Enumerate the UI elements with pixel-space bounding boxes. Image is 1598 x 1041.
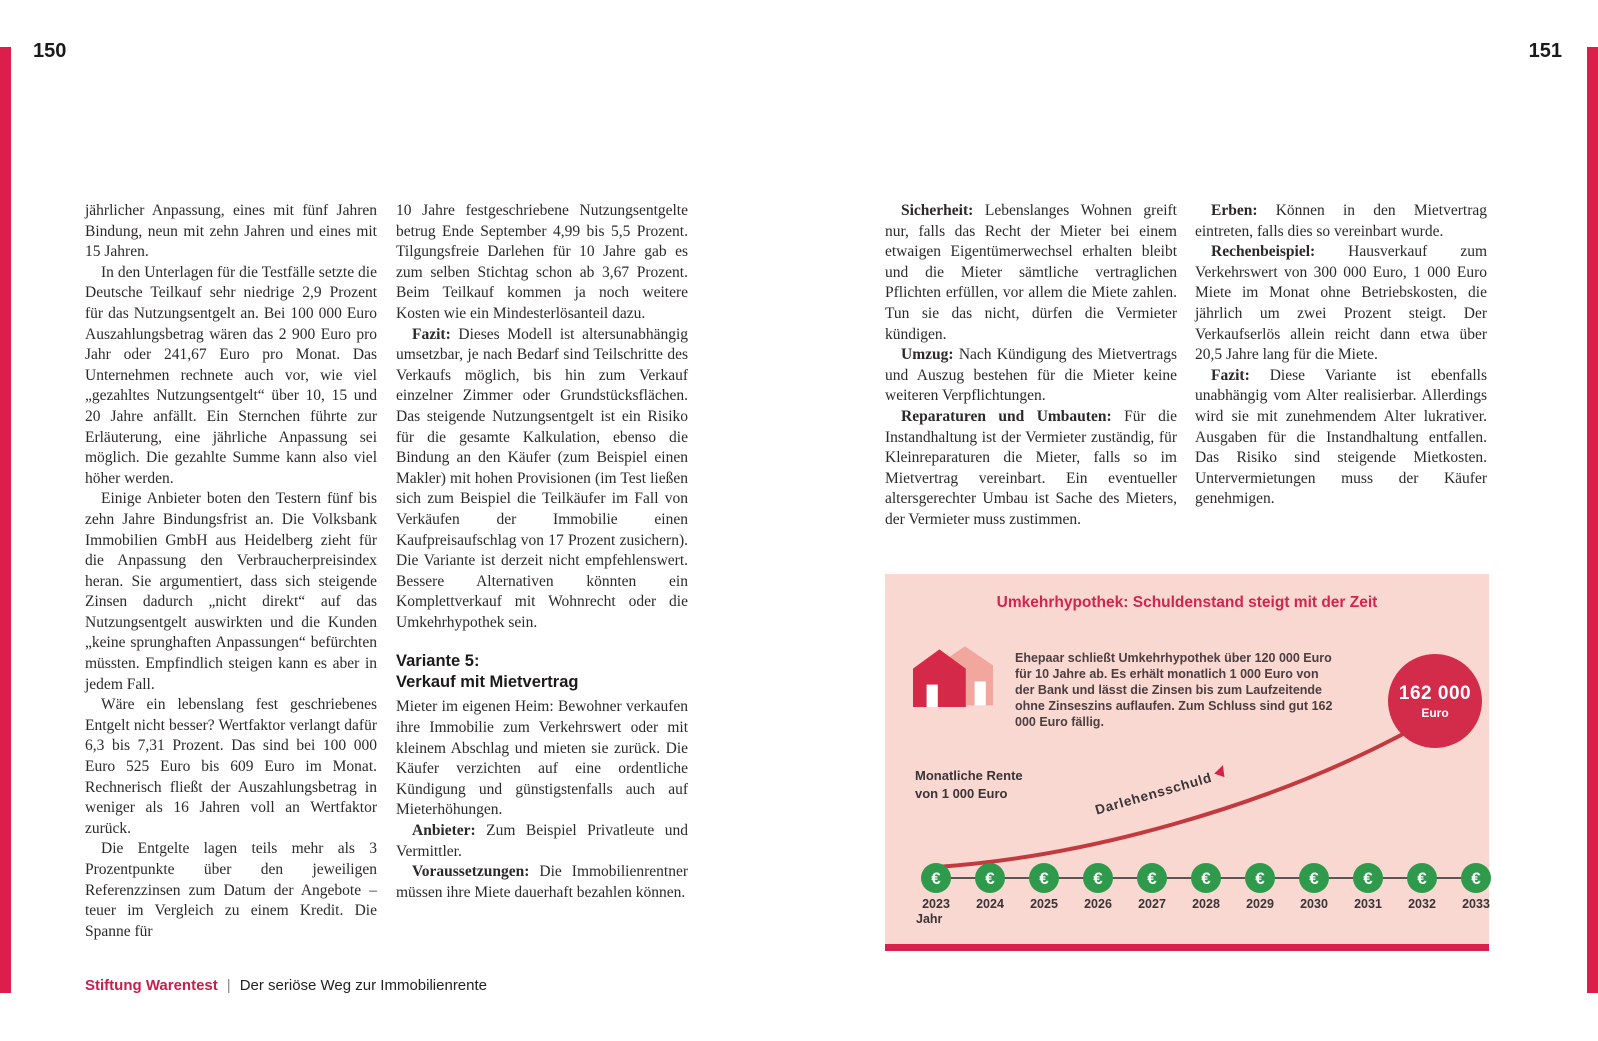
x-axis-label: Jahr (916, 912, 943, 926)
year-label: 2027 (1138, 897, 1166, 911)
final-debt-balloon (1388, 654, 1482, 748)
euro-coin-icon: € (1461, 863, 1491, 893)
euro-coin-icon: € (1083, 863, 1113, 893)
footer-separator: | (226, 977, 231, 994)
right-page-column-2 (1195, 201, 1487, 510)
year-label: 2028 (1192, 897, 1220, 911)
euro-coin-icon: € (1029, 863, 1059, 893)
curve-label (1093, 762, 1229, 818)
paragraph: Die Entgelte lagen teils mehr als 3 Prozentpunkte über den jeweiligen Referenzzinsen zum Datum der Angebote – teuer im Vergleich zu einem Kredit. Die Spanne für (85, 840, 377, 940)
year-label: 2031 (1354, 897, 1382, 911)
page-number-right: 151 (1528, 40, 1562, 62)
paragraph: Erben: Können in den Mietvertrag eintreten, falls dies so vereinbart wurde. (1195, 202, 1487, 240)
monthly-pension-label (915, 767, 1023, 803)
paragraph: In den Unterlagen für die Testfälle setzte die Deutsche Teilkauf sehr niedrige 2,9 Prozent für das Nutzungsentgelt an. Bei 100 000 Euro Auszahlungsbetrag wären das 2 900 Euro pro Jahr oder 241,67 Euro pro Monat. Das Unternehmen rechnete auch vor, wie viel „gezahltes Nutzungsentgelt“ über 10, 15 und 20 Jahre anfällt. Ein Sternchen führte zur Erläuterung, eine jährliche Anpassung sei möglich. Die gezahlte Summe kann also viel höher werden. (85, 263, 377, 487)
heading-line-2: Verkauf mit Mietvertrag (396, 673, 579, 692)
heading-line-1: Variante 5: (396, 652, 480, 671)
footer-brand: Stiftung Warentest (85, 977, 218, 994)
timeline-year-item (1407, 863, 1437, 911)
year-label: 2024 (976, 897, 1004, 911)
page-number-left: 150 (33, 40, 67, 62)
year-label: 2026 (1084, 897, 1112, 911)
house-icon (909, 638, 997, 716)
euro-coin-icon: € (921, 863, 951, 893)
timeline-year-item (1083, 863, 1113, 911)
timeline-year-item (1461, 863, 1491, 911)
section-heading-variante-5 (396, 651, 688, 693)
curve-label-text: Darlehensschuld (1093, 769, 1214, 818)
timeline-year-item (1245, 863, 1275, 911)
paragraph: Reparaturen und Umbauten: Für die Instandhaltung ist der Vermieter zuständig, für Kleinreparaturen die Mieter, falls so im Mietvertrag vereinbart. Ein eventueller altersgerechter Umbau ist Sache des Mieters, der Vermieter muss zustimmen. (885, 407, 1177, 528)
final-debt-value: 162 000 (1398, 682, 1472, 704)
timeline-year-item (1353, 863, 1383, 911)
left-page-column-1 (85, 201, 377, 942)
euro-coin-icon: € (1353, 863, 1383, 893)
monthly-pension-line-1: Monatliche Rente (915, 768, 1023, 783)
euro-coin-icon: € (1245, 863, 1275, 893)
paragraph: Anbieter: Zum Beispiel Privatleute und Vermittler. (396, 822, 688, 860)
year-label: 2025 (1030, 897, 1058, 911)
right-edge-accent-bar (1587, 47, 1598, 993)
euro-coin-icon: € (1191, 863, 1221, 893)
paragraph: Wäre ein lebenslang fest geschriebenes Entgelt nicht besser? Wertfaktor verlangt dafür 6,3 bis 7,31 Prozent. Das sind bei 100 000 Euro 525 Euro bis 609 Euro im Monat. Rechnerisch fließt der Auszahlungsbetrag in weniger als 16 Jahren voll an Wertfaktor zurück. (85, 696, 377, 837)
footer-book-title: Der seriöse Weg zur Immobilienrente (239, 977, 488, 994)
timeline-year-item (1137, 863, 1167, 911)
right-page-column-1 (885, 201, 1177, 531)
paragraph: Einige Anbieter boten den Testern fünf bis zehn Jahre Bindungsfrist an. Die Volksbank Immobilien GmbH aus Heidelberg zieht für die Anpassung den Verbraucherpreisindex heran. Sie argumentiert, dass sich steigende Zinsen dadurch „nicht direkt“ auf das Nutzungsentgelt auswirkten und die Kunden „keine sprunghaften Anpassungen“ befürchten müssten. Empfindlich steigen kann es aber in jedem Fall. (85, 490, 377, 693)
paragraph: Fazit: Diese Variante ist ebenfalls unabhängig vom Alter realisierbar. Allerdings wird sie mit zunehmendem Alter lukrativer. Ausgaben für die Instandhaltung entfallen. Das Risiko sind steigende Mietkosten. Untervermietungen muss der Käufer genehmigen. (1195, 366, 1487, 508)
timeline-year-item (1299, 863, 1329, 911)
paragraph: Umzug: Nach Kündigung des Mietvertrags und Auszug bestehen für die Mieter keine weiteren Verpflichtungen. (885, 346, 1177, 405)
curve-arrow-icon: ▶ (1211, 762, 1229, 778)
paragraph: Voraussetzungen: Die Immobilienrentner müssen ihre Miete dauerhaft bezahlen können. (396, 863, 688, 901)
euro-coin-icon: € (1137, 863, 1167, 893)
paragraph: Fazit: Dieses Modell ist altersunabhängig umsetzbar, je nach Bedarf sind Teilschritte des Verkaufs möglich, bis hin zum Verkauf einzelner Zimmer oder Grundstücksflächen. Das steigende Nutzungsentgelt ist ein Risiko für die gesamte Kalkulation, ebenso die Bindung an den Käufer (zum Beispiel einen Makler) mit hohen Provisionen (im Test ließen sich zum Beispiel die Teilkäufer im Fall von Verkäufen der Immobilie einen Kaufpreisaufschlag von 17 Prozent zusichern). Die Variante ist derzeit nicht empfehlenswert. Bessere Alternativen könnten ein Komplettverkauf mit Wohnrecht oder die Umkehrhypothek sein. (396, 325, 688, 631)
year-label: 2033 (1462, 897, 1490, 911)
infographic-title: Umkehrhypothek: Schuldenstand steigt mit der Zeit (996, 594, 1378, 611)
year-label: 2032 (1408, 897, 1436, 911)
left-edge-accent-bar (0, 47, 11, 993)
year-label: 2023 (922, 897, 950, 911)
paragraph: 10 Jahre festgeschriebene Nutzungsentgelte betrug Ende September 4,99 bis 5,5 Prozent. Tilgungsfreie Darlehen für 10 Jahre gab es zum selben Stichtag schon ab 3,67 Prozent. Beim Teilkauf kommen ja noch weitere Kosten wie ein Mindesterlösanteil dazu. (396, 202, 688, 322)
left-page-column-2 (396, 201, 688, 903)
page-footer (85, 977, 487, 994)
infographic-description: Ehepaar schließt Umkehrhypothek über 120 000 Euro für 10 Jahre ab. Es erhält monatlich 1 000 Euro von der Bank und lässt die Zinsen bis zum Laufzeitende ohne Zinseszins auflaufen. Zum Schluss sind gut 162 000 Euro fällig. (1015, 651, 1333, 729)
year-label: 2030 (1300, 897, 1328, 911)
timeline-year-item (1029, 863, 1059, 911)
monthly-pension-line-2: von 1 000 Euro (915, 786, 1008, 801)
year-label: 2029 (1246, 897, 1274, 911)
paragraph: jährlicher Anpassung, eines mit fünf Jahren Bindung, neun mit zehn Jahren und eines mit 15 Jahren. (85, 202, 377, 261)
timeline-year-item (921, 863, 951, 911)
euro-coin-icon: € (1299, 863, 1329, 893)
paragraph: Mieter im eigenen Heim: Bewohner verkaufen ihre Immobilie zum Verkehrswert oder mit kleinem Abschlag und mieten sie zurück. Die Käufer verzichten auf eine ordentliche Kündigung und günstigstenfalls auch auf Mieterhöhungen. (396, 698, 688, 819)
umkehrhypothek-infographic (885, 574, 1489, 951)
timeline-year-item (1191, 863, 1221, 911)
final-debt-unit: Euro (1421, 705, 1449, 720)
timeline-year-item (975, 863, 1005, 911)
paragraph: Sicherheit: Lebenslanges Wohnen greift nur, falls das Recht der Mieter bei einem etwaigen Eigentümerwechsel erhalten bleibt und die Mieter sämtliche vertraglichen Pflichten erfüllen, vor allem die Miete zahlen. Tun sie das nicht, dürfen die Vermieter kündigen. (885, 202, 1177, 343)
euro-coin-icon: € (1407, 863, 1437, 893)
euro-coin-icon: € (975, 863, 1005, 893)
paragraph: Rechenbeispiel: Hausverkauf zum Verkehrswert von 300 000 Euro, 1 000 Euro Miete im Monat ohne Betriebskosten, die jährlich um zwei Prozent steigt. Der Verkaufserlös allein reicht dann etwa über 20,5 Jahre lang für die Miete. (1195, 243, 1487, 364)
